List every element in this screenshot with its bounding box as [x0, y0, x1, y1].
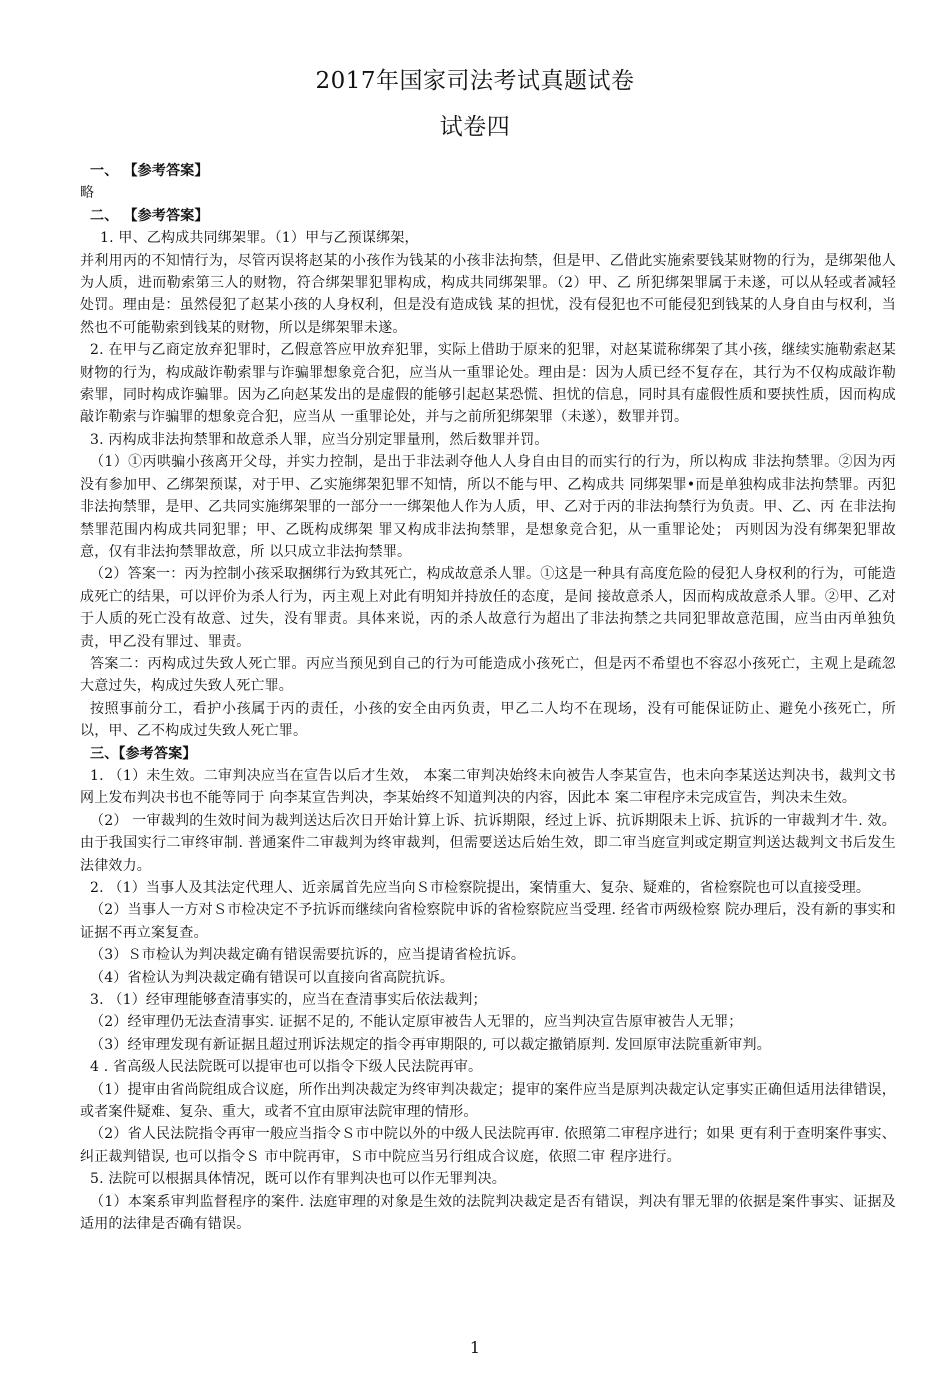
section-3-paragraph: （2）经审理仍无法查清事实. 证据不足的, 不能认定原审被告人无罪的，应当判决宣告原审被告人无罪； — [90, 1014, 743, 1031]
section-2-paragraph: 按照事前分工，看护小孩属于丙的责任，小孩的安全由丙负责，甲乙二人均不在现场，没有可能保证防止、避免小孩死亡，所以，甲、乙不构成过失致人死亡罪。 — [80, 700, 896, 740]
page-subtitle: 试卷四 — [439, 114, 511, 140]
section-3-heading: 三、【参考答案】 — [90, 745, 197, 762]
section-3-paragraph: 4 . 省高级人民法院既可以提审也可以指令下级人民法院再审。 — [90, 1059, 483, 1076]
section-3-paragraph: （1）本案系审判监督程序的案件. 法庭审理的对象是生效的法院判决裁定是否有错误，判决有罪无罪的依据是案件事实、证据及适用的法律是否确有错误。 — [80, 1193, 896, 1233]
section-3-paragraph: 5. 法院可以根据具体情况，既可以作有罪判决也可以作无罪判决。 — [90, 1171, 507, 1188]
section-3-paragraph: 1. （1）未生效。二审判决应当在宣告以后才生效， 本案二审判决始终未向被告人李某宣告，也未向李某送达判决书，裁判文书网上发布判决书也不能等同于 向李某宣告判决，李某始终不知道判决的内容，因此本 案二审程序未完成宣告，判决未生效。 — [80, 767, 896, 807]
section-3-paragraph: （2）当事人一方对Ｓ市检决定不予抗诉而继续向省检察院申诉的省检察院应当受理. 经省市两级检察 院办理后，没有新的事实和证据不再立案复查。 — [80, 902, 896, 941]
section-3-paragraph: （2）省人民法院指令再审一般应当指令Ｓ市中院以外的中级人民法院再审. 依照第二审程序进行；如果 更有利于查明案件事实、纠正裁判错误, 也可以指令Ｓ 市中院再审，Ｓ市中院应当另行组成合议庭，依照二审 程序进行。 — [80, 1126, 896, 1165]
document-body — [80, 160, 896, 1236]
section-2-paragraph: 2. 在甲与乙商定放弃犯罪时，乙假意答应甲放弃犯罪，实际上借助于原来的犯罪，对赵某谎称绑架了其小孩，继续实施勒索赵某财物的行为，构成敲诈勒索罪与诈骗罪想象竞合犯，应当从一重罪论处。理由是：因为人质已经不复存在，其行为不仅构成敲诈勒索罪，同时构成诈骗罪。因为乙向赵某发出的是虚假的能够引起赵某恐慌、担忧的信息，同时具有虚假性质和要挟性质，因而构成敲诈勒索与诈骗罪的想象竞合犯，应当从 一重罪论处，并与之前所犯绑架罪（未遂），数罪并罚。 — [80, 342, 896, 426]
section-2-paragraph: （2）答案一：丙为控制小孩采取捆绑行为致其死亡，构成故意杀人罪。①这是一种具有高度危险的侵犯人身权利的行为，可能造成死亡的结果，可以评价为杀人行为，丙主观上对此有明知并持放任的态度，是间 接故意杀人，因而构成故意杀人罪。②甲、乙对于人质的死亡没有故意、过失，没有罪责。具体来说，丙的杀人故意行为超出了非法拘禁之共同犯罪故意范围，应当由丙单独负责，甲乙没有罪过、罪责。 — [80, 566, 896, 650]
section-3-paragraph: （3）Ｓ市检认为判决裁定确有错误需要抗诉的，应当提请省检抗诉。 — [90, 947, 526, 964]
section-1-heading: 一、 【参考答案】 — [90, 163, 209, 179]
section-2-paragraph: 1. 甲、乙构成共同绑架罪。（1）甲与乙预谋绑架， — [100, 230, 419, 247]
section-2-heading: 二、 【参考答案】 — [90, 207, 209, 224]
section-3-paragraph: （3）经审理发现有新证据且超过刑诉法规定的指令再审期限的, 可以裁定撤销原判. 发回原审法院重新审判。 — [90, 1036, 771, 1053]
section-2-paragraph: 3. 丙构成非法拘禁罪和故意杀人罪，应当分别定罪量刑，然后数罪并罚。 — [90, 431, 549, 448]
section-3-paragraph: 2. （1）当事人及其法定代理人、近亲属首先应当向Ｓ市检察院提出，案情重大、复杂、疑难的，省检察院也可以直接受理。 — [90, 880, 871, 896]
section-2-paragraph: 答案二：丙构成过失致人死亡罪。丙应当预见到自己的行为可能造成小孩死亡，但是丙不希望也不容忍小孩死亡，主观上是疏忽大意过失，构成过失致人死亡罪。 — [80, 655, 896, 695]
page-title: 2017年国家司法考试真题试卷 — [315, 68, 635, 94]
page-number: 1 — [469, 1338, 481, 1357]
section-3-paragraph: （2） 一审裁判的生效时间为裁判送达后次日开始计算上诉、抗诉期限，经过上诉、抗诉期限未上诉、抗诉的一审裁判才牛. 效。由于我国实行二审终审制. 普通案件二审裁判为终审裁判，但需要送达后始生效，即二审当庭宣判或定期宣判送达裁判文书后发生法律效力。 — [80, 812, 896, 874]
section-1-text: 略 — [80, 185, 95, 202]
section-2-paragraph: 并利用丙的不知情行为，尽管丙误将赵某的小孩作为钱某的小孩非法拘禁，但是甲、乙借此实施索要钱某财物的行为，是绑架他人为人质，进而勒索第三人的财物，符合绑架罪犯罪构成，构成共同绑架罪。（2）甲、乙 所犯绑架罪属于未遂，可以从轻或者减轻处罚。理由是：虽然侵犯了赵某小孩的人身权利，但是没有造成钱 某的担忧，没有侵犯也不可能侵犯到钱某的人身自由与权利，当然也不可能勒索到钱某的财物，所以是绑架罪未遂。 — [80, 252, 896, 336]
section-3-paragraph: （1）提审由省尚院组成合议庭，所作出判决裁定为终审判决裁定；提审的案件应当是原判决裁定认定事实正确但适用法律错误，或者案件疑难、复杂、重大，或者不宜由原审法院审理的情形。 — [80, 1081, 896, 1121]
section-3-paragraph: （4）省检认为判决裁定确有错误可以直接向省高院抗诉。 — [90, 969, 455, 986]
section-2-paragraph: （1）①丙哄骗小孩离开父母，并实力控制，是出于非法剥夺他人人身自由目的而实行的行为，所以构成 非法拘禁罪。②因为丙没有参加甲、乙绑架预谋，对于甲、乙实施绑架犯罪不知情，所以不能与甲、乙构成共 同绑架罪•而是单独构成非法拘禁罪。丙犯非法拘禁罪，是甲、乙共同实施绑架罪的一部分一一绑架他人作为人质，甲、乙对于丙的非法拘禁行为负责。甲、乙、丙 在非法拘禁罪范围内构成共同犯罪；甲、乙既构成绑架 罪又构成非法拘禁罪，是想象竞合犯，从一重罪论处； 丙则因为没有绑架犯罪故意，仅有非法拘禁罪故意，所 以只成立非法拘禁罪。 — [80, 454, 896, 560]
section-3-paragraph: 3. （1）经审理能够查清事实的，应当在查清事实后依法裁判； — [90, 992, 487, 1009]
